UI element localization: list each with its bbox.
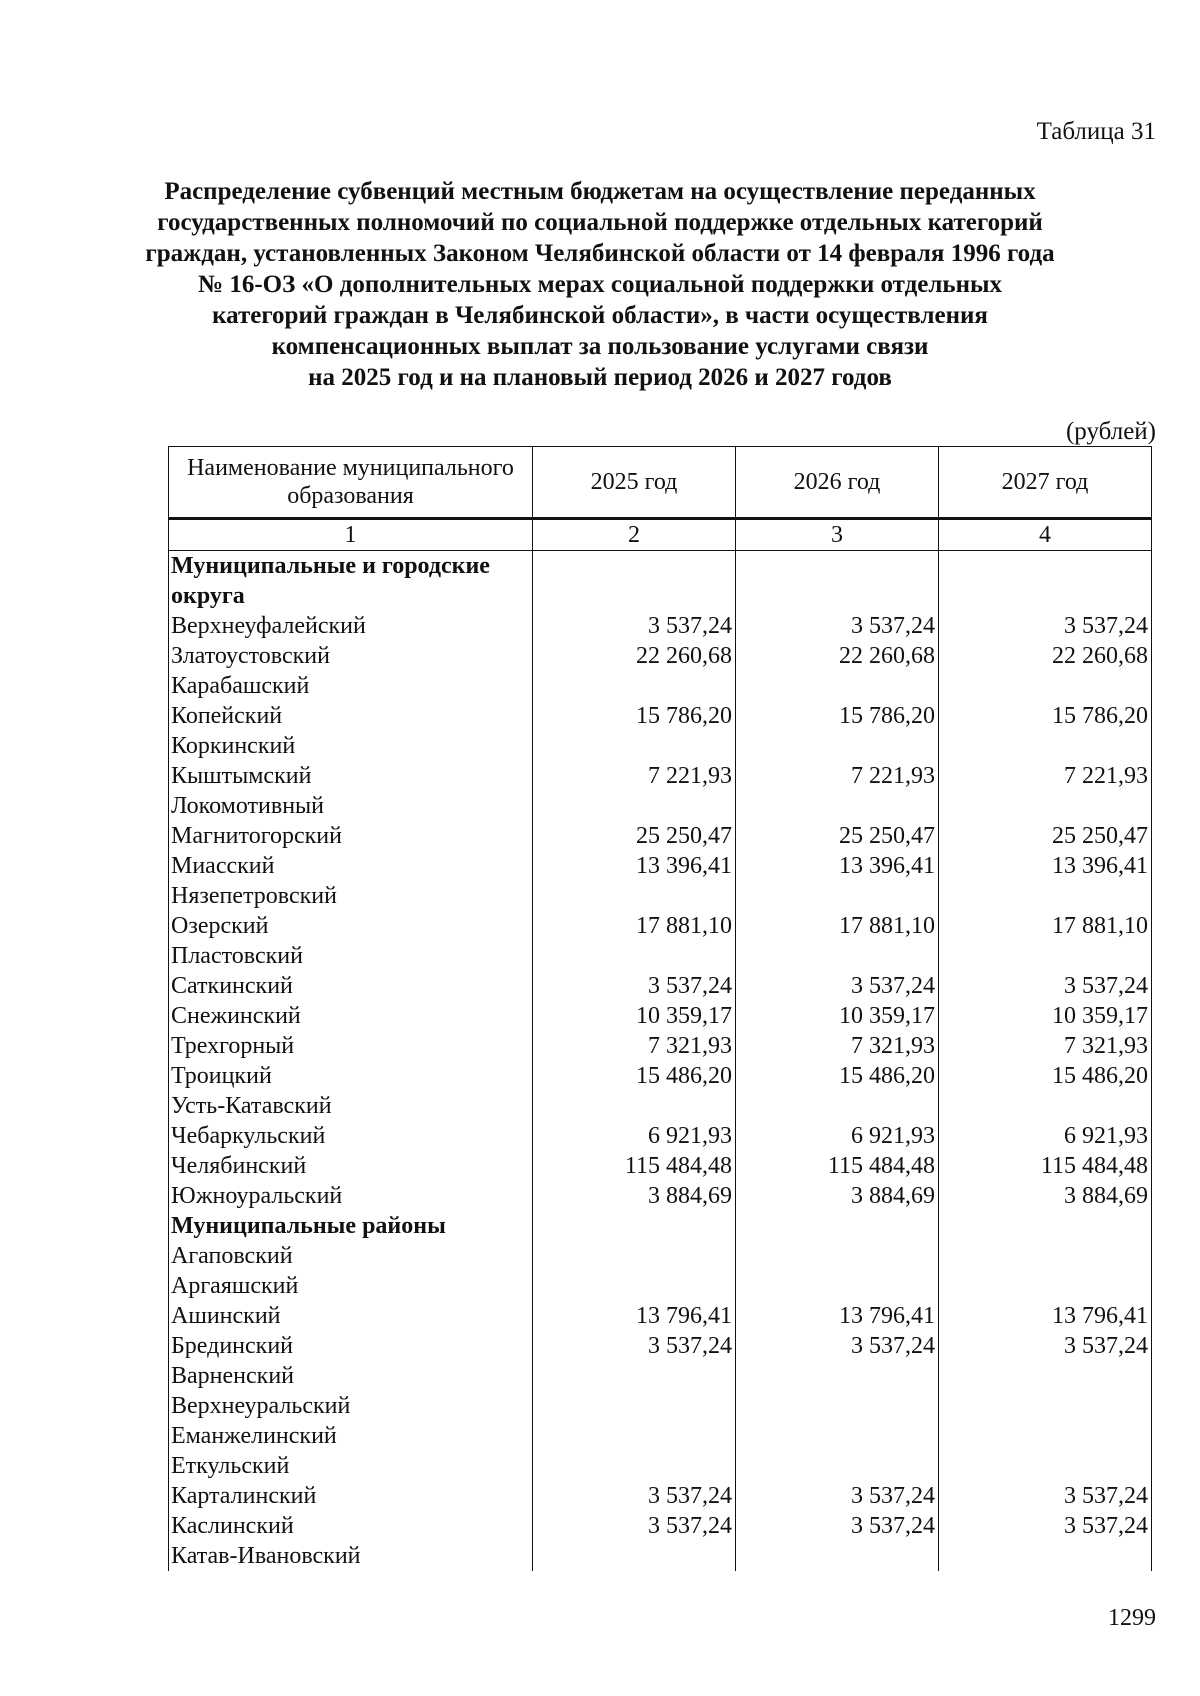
section-row [169, 551, 1152, 612]
value-2026: 115 484,48 [736, 1151, 939, 1181]
municipality-name: Копейский [169, 701, 533, 731]
value-2027 [939, 1241, 1152, 1271]
value-2026 [736, 1211, 939, 1241]
value-2026: 7 221,93 [736, 761, 939, 791]
value-2027: 15 486,20 [939, 1061, 1152, 1091]
value-2025 [533, 1421, 736, 1451]
value-2026 [736, 791, 939, 821]
value-2025: 15 486,20 [533, 1061, 736, 1091]
municipality-name: Троицкий [169, 1061, 533, 1091]
header-2026: 2026 год [736, 447, 939, 519]
municipality-name: Златоустовский [169, 641, 533, 671]
value-2025 [533, 1451, 736, 1481]
value-2025: 13 796,41 [533, 1301, 736, 1331]
value-2026 [736, 1421, 939, 1451]
table-row [169, 971, 1152, 1001]
value-2027 [939, 791, 1152, 821]
municipality-name: Кыштымский [169, 761, 533, 791]
value-2026: 13 796,41 [736, 1301, 939, 1331]
value-2027 [939, 1361, 1152, 1391]
document-title [120, 176, 1080, 393]
value-2026 [736, 731, 939, 761]
table-row [169, 881, 1152, 911]
value-2026: 3 537,24 [736, 611, 939, 641]
value-2025 [533, 731, 736, 761]
value-2026 [736, 1271, 939, 1301]
value-2026: 15 786,20 [736, 701, 939, 731]
table-row [169, 761, 1152, 791]
value-2026 [736, 671, 939, 701]
value-2027: 3 537,24 [939, 611, 1152, 641]
table-row [169, 1061, 1152, 1091]
municipality-name: Миасский [169, 851, 533, 881]
value-2025 [533, 1391, 736, 1421]
value-2027: 3 537,24 [939, 1481, 1152, 1511]
table-number: Таблица 31 [1036, 118, 1156, 145]
table-row [169, 941, 1152, 971]
title-line: государственных полномочий по социальной поддержке отдельных категорий [157, 209, 1043, 236]
column-number: 2 [533, 519, 736, 551]
value-2025: 17 881,10 [533, 911, 736, 941]
value-2025: 22 260,68 [533, 641, 736, 671]
value-2026: 15 486,20 [736, 1061, 939, 1091]
value-2025: 25 250,47 [533, 821, 736, 851]
municipality-name: Брединский [169, 1331, 533, 1361]
value-2025 [533, 1091, 736, 1121]
value-2026: 22 260,68 [736, 641, 939, 671]
title-line: категорий граждан в Челябинской области», в части осуществления [212, 302, 988, 329]
table-row [169, 1541, 1152, 1571]
header-name: Наименование муниципального образования [169, 447, 533, 519]
municipality-name: Карталинский [169, 1481, 533, 1511]
value-2027: 10 359,17 [939, 1001, 1152, 1031]
title-line: компенсационных выплат за пользование услугами связи [271, 333, 929, 360]
municipality-name: Агаповский [169, 1241, 533, 1271]
value-2025: 7 221,93 [533, 761, 736, 791]
value-2027: 3 537,24 [939, 971, 1152, 1001]
table-row [169, 1361, 1152, 1391]
municipality-name: Карабашский [169, 671, 533, 701]
municipality-name: Челябинский [169, 1151, 533, 1181]
value-2025: 115 484,48 [533, 1151, 736, 1181]
municipality-name: Пластовский [169, 941, 533, 971]
value-2026: 7 321,93 [736, 1031, 939, 1061]
table-row [169, 1181, 1152, 1211]
value-2025: 3 537,24 [533, 1481, 736, 1511]
value-2025 [533, 1271, 736, 1301]
municipality-name: Аргаяшский [169, 1271, 533, 1301]
header-2027: 2027 год [939, 447, 1152, 519]
value-2027: 25 250,47 [939, 821, 1152, 851]
table-row [169, 1421, 1152, 1451]
units-label: (рублей) [1065, 418, 1156, 445]
table-row [169, 1241, 1152, 1271]
table-row [169, 911, 1152, 941]
municipality-name: Магнитогорский [169, 821, 533, 851]
value-2027 [939, 1421, 1152, 1451]
municipality-name: Озерский [169, 911, 533, 941]
municipality-name: Нязепетровский [169, 881, 533, 911]
value-2025: 3 537,24 [533, 1511, 736, 1541]
table-row [169, 1001, 1152, 1031]
municipality-name: Снежинский [169, 1001, 533, 1031]
value-2026: 25 250,47 [736, 821, 939, 851]
municipality-name: Еманжелинский [169, 1421, 533, 1451]
value-2025 [533, 1361, 736, 1391]
municipality-name: Каслинский [169, 1511, 533, 1541]
column-number: 1 [169, 519, 533, 551]
value-2027: 7 221,93 [939, 761, 1152, 791]
value-2027 [939, 1451, 1152, 1481]
value-2027 [939, 1541, 1152, 1571]
value-2025 [533, 1241, 736, 1271]
value-2026 [736, 881, 939, 911]
municipality-name: Чебаркульский [169, 1121, 533, 1151]
value-2027: 3 884,69 [939, 1181, 1152, 1211]
value-2025: 6 921,93 [533, 1121, 736, 1151]
table-row [169, 1301, 1152, 1331]
value-2025 [533, 1541, 736, 1571]
title-line: граждан, установленных Законом Челябинской области от 14 февраля 1996 года [145, 240, 1055, 267]
municipality-name: Трехгорный [169, 1031, 533, 1061]
value-2026: 3 537,24 [736, 1481, 939, 1511]
value-2026 [736, 1541, 939, 1571]
municipality-name: Катав-Ивановский [169, 1541, 533, 1571]
value-2026: 3 884,69 [736, 1181, 939, 1211]
table-row [169, 1511, 1152, 1541]
value-2026 [736, 1361, 939, 1391]
value-2027 [939, 551, 1152, 612]
table-row [169, 1271, 1152, 1301]
value-2026: 3 537,24 [736, 1331, 939, 1361]
value-2026: 3 537,24 [736, 971, 939, 1001]
value-2025: 13 396,41 [533, 851, 736, 881]
value-2026: 3 537,24 [736, 1511, 939, 1541]
value-2027 [939, 731, 1152, 761]
value-2026 [736, 551, 939, 612]
table-row [169, 1031, 1152, 1061]
table-row [169, 1091, 1152, 1121]
municipality-name: Коркинский [169, 731, 533, 761]
value-2025: 3 537,24 [533, 971, 736, 1001]
value-2026 [736, 1091, 939, 1121]
municipality-name: Верхнеуральский [169, 1391, 533, 1421]
table-header-row [169, 447, 1152, 519]
table-row [169, 851, 1152, 881]
value-2025: 3 537,24 [533, 1331, 736, 1361]
value-2026: 17 881,10 [736, 911, 939, 941]
value-2027: 7 321,93 [939, 1031, 1152, 1061]
value-2027 [939, 941, 1152, 971]
value-2027 [939, 1391, 1152, 1421]
table-row [169, 611, 1152, 641]
value-2027: 17 881,10 [939, 911, 1152, 941]
value-2027: 13 396,41 [939, 851, 1152, 881]
table-row [169, 701, 1152, 731]
column-number-row [169, 519, 1152, 551]
table-row [169, 1481, 1152, 1511]
value-2026 [736, 1241, 939, 1271]
value-2026: 13 396,41 [736, 851, 939, 881]
column-number: 3 [736, 519, 939, 551]
value-2025 [533, 791, 736, 821]
value-2026: 10 359,17 [736, 1001, 939, 1031]
municipality-name: Варненский [169, 1361, 533, 1391]
municipality-name: Южноуральский [169, 1181, 533, 1211]
table-row [169, 821, 1152, 851]
title-line: № 16-ОЗ «О дополнительных мерах социальной поддержки отдельных [197, 271, 1003, 298]
table-row [169, 671, 1152, 701]
value-2027: 3 537,24 [939, 1511, 1152, 1541]
section-name: Муниципальные и городские округа [169, 551, 533, 612]
value-2027: 22 260,68 [939, 641, 1152, 671]
municipality-name: Локомотивный [169, 791, 533, 821]
title-line: Распределение субвенций местным бюджетам на осуществление переданных [164, 178, 1036, 205]
municipality-name: Саткинский [169, 971, 533, 1001]
value-2025: 10 359,17 [533, 1001, 736, 1031]
value-2025: 3 537,24 [533, 611, 736, 641]
municipality-name: Еткульский [169, 1451, 533, 1481]
title-line: на 2025 год и на плановый период 2026 и 2027 годов [308, 364, 892, 391]
table-row [169, 1391, 1152, 1421]
value-2027 [939, 1091, 1152, 1121]
value-2027 [939, 1211, 1152, 1241]
municipality-name: Усть-Катавский [169, 1091, 533, 1121]
value-2027: 6 921,93 [939, 1121, 1152, 1151]
municipality-name: Ашинский [169, 1301, 533, 1331]
value-2027: 13 796,41 [939, 1301, 1152, 1331]
value-2025 [533, 941, 736, 971]
table-row [169, 1121, 1152, 1151]
column-number: 4 [939, 519, 1152, 551]
header-2025: 2025 год [533, 447, 736, 519]
table-row [169, 1451, 1152, 1481]
value-2027 [939, 671, 1152, 701]
municipality-name: Верхнеуфалейский [169, 611, 533, 641]
value-2027 [939, 881, 1152, 911]
value-2027: 15 786,20 [939, 701, 1152, 731]
section-row [169, 1211, 1152, 1241]
table-row [169, 731, 1152, 761]
table-row [169, 641, 1152, 671]
subvention-table [168, 446, 1152, 1571]
section-name: Муниципальные районы [169, 1211, 533, 1241]
value-2025: 15 786,20 [533, 701, 736, 731]
table-row [169, 1331, 1152, 1361]
value-2026 [736, 1391, 939, 1421]
value-2025 [533, 1211, 736, 1241]
value-2025 [533, 671, 736, 701]
value-2026 [736, 1451, 939, 1481]
value-2025 [533, 881, 736, 911]
page-number: 1299 [1108, 1605, 1156, 1631]
value-2027: 115 484,48 [939, 1151, 1152, 1181]
value-2026 [736, 941, 939, 971]
table-row [169, 791, 1152, 821]
value-2025: 3 884,69 [533, 1181, 736, 1211]
table-row [169, 1151, 1152, 1181]
value-2026: 6 921,93 [736, 1121, 939, 1151]
value-2027: 3 537,24 [939, 1331, 1152, 1361]
value-2025 [533, 551, 736, 612]
value-2027 [939, 1271, 1152, 1301]
value-2025: 7 321,93 [533, 1031, 736, 1061]
